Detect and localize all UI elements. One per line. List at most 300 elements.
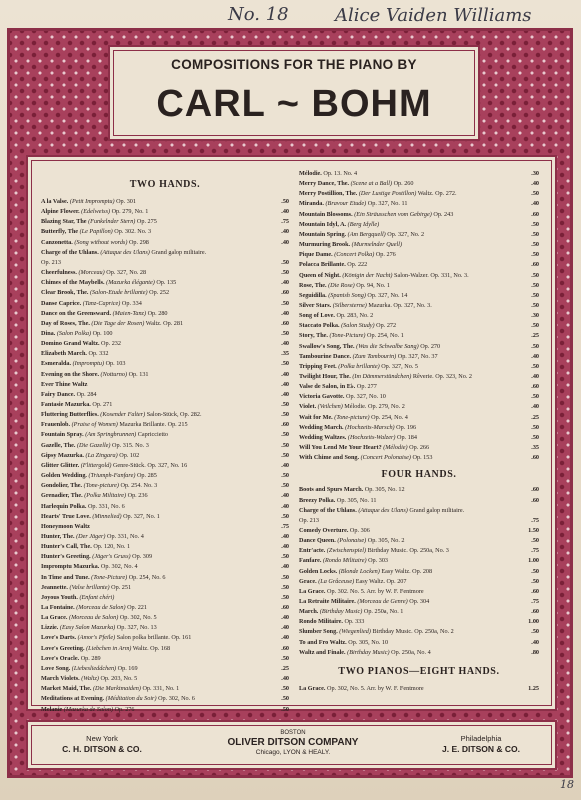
- entry-opus: Op. 284: [76, 390, 97, 398]
- entry-subtitle: (Wiegenlied): [339, 628, 371, 636]
- entry-opus: Op. 327, No. 1: [123, 512, 160, 520]
- entry-subtitle: (Veilchen): [317, 403, 343, 411]
- entry-price: .50: [281, 705, 289, 713]
- entry-opus: Op. 327, No. 10: [346, 393, 386, 401]
- entry-price: .50: [531, 322, 539, 330]
- entry-opus: Op. 203, No. 5: [100, 675, 138, 683]
- catalogue-entry: [299, 546, 539, 556]
- entry-opus: Capriccietto: [137, 431, 169, 439]
- entry-title: La Fontaine.: [41, 604, 75, 611]
- entry-price: .50: [531, 271, 539, 279]
- entry-subtitle: (Am Springbrunnen): [85, 431, 137, 439]
- entry-title: Butterfly, The: [41, 228, 79, 236]
- entry-opus: Op. 94, No. 1: [356, 281, 390, 289]
- entry-title: March.: [299, 608, 319, 616]
- entry-subtitle: (Birthday Music): [347, 648, 390, 656]
- catalogue-entry: [299, 392, 539, 402]
- catalogue-entry: [41, 400, 289, 410]
- entry-title: With Chime and Song.: [299, 454, 360, 462]
- publisher-left-name: C. H. DITSON & CO.: [62, 744, 142, 754]
- entry-price: .40: [531, 403, 539, 411]
- entry-title: Joyous Youth.: [41, 593, 78, 601]
- entry-price: .40: [281, 380, 289, 388]
- publisher-main: [188, 728, 398, 758]
- entry-subtitle: (Liebchen in Arm): [86, 644, 132, 652]
- entry-title: Golden Locks.: [299, 567, 338, 575]
- entry-subtitle: (Tone-picture): [83, 482, 119, 490]
- entry-opus: Waltz. Op. 168: [132, 644, 171, 652]
- catalogue-entry: [41, 613, 289, 623]
- catalogue-entry: [299, 587, 539, 597]
- catalogue-entry: [41, 623, 289, 633]
- catalogue-entry: [41, 380, 289, 390]
- catalogue-entry: [299, 372, 539, 382]
- entry-price: .50: [281, 654, 289, 662]
- entry-opus: Op. 302, No. 5. Arr. by W. F. Fentmore: [327, 684, 424, 692]
- catalogue-entry: [299, 453, 539, 463]
- entry-title: Love's Oracle.: [41, 654, 80, 662]
- entry-price: .50: [531, 567, 539, 575]
- catalogue-entry: [299, 485, 539, 495]
- entry-title: Story, The.: [299, 332, 328, 340]
- catalogue-entry: [41, 593, 289, 603]
- catalogue-entry: [299, 342, 539, 352]
- entry-opus: Op. 222: [347, 261, 368, 269]
- catalogue-entry: [299, 648, 539, 658]
- entry-opus: Op. 289: [80, 654, 101, 662]
- entry-title: Dance on the Greensward.: [41, 309, 112, 317]
- catalogue-entry: [41, 684, 289, 694]
- entry-price: .50: [531, 342, 539, 350]
- entry-subtitle: (Die Marktmaiden): [92, 685, 141, 693]
- catalogue-entry: [41, 694, 289, 704]
- entry-opus: Op. 260: [393, 180, 414, 188]
- entry-subtitle: (Flittergold): [80, 461, 112, 469]
- entry-opus: Op. 305, No. 11: [336, 496, 377, 504]
- catalogue-entry: [299, 443, 539, 453]
- catalogue-entry: [299, 607, 539, 617]
- catalogue-entry: [299, 230, 539, 240]
- entry-price: .40: [281, 614, 289, 622]
- entry-title: Evening on the Shore.: [41, 370, 99, 378]
- entry-price: .30: [531, 312, 539, 320]
- catalogue-entry: [299, 281, 539, 291]
- publisher-right-name: J. E. DITSON & CO.: [442, 744, 520, 754]
- entry-opus: Grand galop militaire.: [409, 506, 465, 514]
- catalogue-entry: [41, 329, 289, 339]
- entry-opus: Op. 135: [156, 279, 177, 287]
- entry-subtitle: (Bravour Etude): [325, 200, 367, 208]
- catalogue-entry: [299, 220, 539, 230]
- entry-title: Frauenlob.: [41, 421, 71, 429]
- entry-price: .40: [281, 340, 289, 348]
- entry-subtitle: (Morceau de Salon): [69, 614, 119, 622]
- entry-subtitle: (Waltz): [81, 675, 99, 683]
- entry-price: .60: [531, 496, 539, 504]
- entry-price: .40: [281, 624, 289, 632]
- eight-hands-heading: TWO PIANOS—EIGHT HANDS.: [338, 665, 500, 677]
- entry-title: Mountain Spring.: [299, 230, 347, 238]
- four-hands-heading: FOUR HANDS.: [381, 469, 457, 481]
- entry-price: .50: [531, 537, 539, 545]
- catalogue-entry: [299, 413, 539, 423]
- entry-opus: Op. 213: [299, 516, 319, 524]
- entry-subtitle: (Attaque des Ulans): [100, 248, 150, 256]
- catalogue-entry: [41, 451, 289, 461]
- entry-title: Gazelle, The.: [41, 441, 76, 449]
- entry-subtitle: (Zum Tambourin): [352, 352, 397, 360]
- catalogue-entry: [299, 311, 539, 321]
- entry-opus: Mazurka Brillante. Op. 215: [119, 421, 188, 429]
- catalogue-entry: [299, 556, 539, 566]
- entry-price: .40: [281, 492, 289, 500]
- publisher-chicago: Chicago, LYON & HEALY.: [255, 749, 331, 756]
- entry-subtitle: (Le Papillon): [79, 228, 113, 236]
- catalogue-entry: [41, 603, 289, 613]
- entry-title: Pique Dame.: [299, 251, 333, 259]
- entry-title: Breezy Polka.: [299, 496, 336, 504]
- entry-title: La Grace.: [299, 587, 326, 595]
- entry-opus: Op. 305, No. 2: [367, 537, 405, 545]
- entry-title: Charge of the Uhlans.: [41, 248, 99, 256]
- entry-price: .40: [531, 180, 539, 188]
- title-panel: [108, 45, 480, 141]
- catalogue-entry: [299, 382, 539, 392]
- catalogue-entry: [41, 370, 289, 380]
- entry-subtitle: (Die Tage der Rosen): [91, 319, 145, 327]
- entry-title: March Violets.: [41, 675, 80, 683]
- catalogue-entry: [299, 506, 539, 516]
- entry-opus: Genre-Stück. Op. 327, No. 16: [112, 461, 188, 469]
- catalogue-entry: [299, 617, 539, 627]
- entry-opus: Op. 304: [409, 598, 430, 605]
- publisher-left: [42, 734, 162, 755]
- entry-price: .50: [281, 482, 289, 490]
- entry-subtitle: (Méditation du Soir): [105, 695, 157, 703]
- entry-price: .50: [281, 258, 289, 266]
- entry-price: .40: [281, 675, 289, 683]
- entry-title: Merry Dance, The.: [299, 180, 350, 188]
- entry-price: .40: [531, 352, 539, 360]
- entry-price: .75: [281, 218, 289, 226]
- entry-opus: Op. 331, No. 6: [87, 502, 125, 510]
- entry-price: .35: [531, 444, 539, 452]
- entry-opus: Easy Waltz. Op. 207: [355, 577, 407, 585]
- entry-opus: Op. 327, No. 5: [381, 362, 418, 370]
- catalogue-entry: [41, 583, 289, 593]
- entry-price: .50: [531, 393, 539, 401]
- entry-opus: Op. 315. No. 3: [112, 441, 149, 449]
- entry-opus: Op. 305, No. 12: [364, 486, 405, 494]
- handwritten-number: No. 18: [228, 4, 289, 25]
- entry-subtitle: (Salon-Etude brillante): [90, 289, 148, 297]
- entry-price: .60: [281, 319, 289, 327]
- entry-price: .25: [281, 664, 289, 672]
- publisher-boston: BOSTON: [280, 730, 306, 736]
- entry-price: .50: [281, 441, 289, 449]
- catalogue-entry: [41, 654, 289, 664]
- entry-title: Domino Grand Waltz.: [41, 340, 100, 348]
- entry-title: Market Maid, The.: [41, 685, 92, 693]
- catalogue-entry: [299, 331, 539, 341]
- entry-price: 1.25: [528, 684, 539, 692]
- entry-opus: Op. 276: [375, 251, 396, 259]
- entry-opus: Op. 254, No. 4: [371, 413, 408, 421]
- entry-price: 1.00: [528, 557, 539, 565]
- entry-subtitle: (Der Jäger): [76, 532, 106, 540]
- entry-title: La Grace.: [299, 684, 326, 692]
- catalogue-entry: [299, 684, 539, 694]
- entry-subtitle: (Edelweiss): [81, 208, 111, 216]
- entry-title: Esmeralda.: [41, 360, 72, 368]
- entry-title: Hunter's Call, The.: [41, 543, 92, 551]
- entry-price: .40: [281, 238, 289, 246]
- catalogue-entry: [299, 301, 539, 311]
- catalogue-entry: [41, 542, 289, 552]
- entry-opus: Waltz. Op. 272.: [417, 190, 457, 198]
- entry-subtitle: (Liebeslieddchen): [71, 664, 117, 672]
- entry-opus: Op. 279, No. 1: [111, 208, 149, 216]
- entry-price: .50: [281, 512, 289, 520]
- catalogue-entry: [299, 179, 539, 189]
- entry-subtitle: (Morceau de Salon): [76, 604, 126, 611]
- entry-opus: Op. 327, No. 28: [106, 269, 147, 277]
- entry-price: .80: [531, 648, 539, 656]
- catalogue-entry: [41, 217, 289, 227]
- entry-opus: Op. 327, No. 2: [387, 230, 425, 238]
- entry-subtitle: (Im Dämmerstündchen): [352, 373, 412, 380]
- catalogue-entry: [41, 339, 289, 349]
- entry-title: Gondolier, The.: [41, 482, 83, 490]
- catalogue-entry: [41, 573, 289, 583]
- entry-opus: Waltz. Op. 281: [145, 319, 184, 327]
- entry-opus: Easy Waltz. Op. 208: [381, 567, 433, 575]
- entry-price: .50: [281, 329, 289, 337]
- entry-opus: Op. 298: [128, 238, 149, 246]
- entry-opus: Op. 103: [105, 360, 126, 368]
- entry-title: Boots and Spurs March.: [299, 486, 364, 494]
- entry-opus: Op. 266: [409, 444, 430, 452]
- entry-title: Mountain Idyl, A.: [299, 220, 347, 228]
- entry-title: Rondo Militaire.: [299, 618, 343, 626]
- entry-price: .50: [281, 695, 289, 703]
- catalogue-entry: [299, 516, 539, 526]
- entry-title: La Grace.: [41, 614, 68, 622]
- entry-title: Rose, The.: [299, 281, 327, 289]
- entry-title: Honeymoon Waltz: [41, 522, 90, 530]
- entry-price: .50: [531, 362, 539, 370]
- entry-subtitle: (Was die Schwalbe Sang): [356, 342, 419, 350]
- entry-price: .40: [281, 370, 289, 378]
- entry-price: .50: [281, 451, 289, 459]
- entry-price: .50: [281, 269, 289, 277]
- catalogue-entry: [41, 258, 289, 268]
- entry-subtitle: (Murmelnder Quell): [351, 241, 403, 249]
- entry-title: Day of Roses, The.: [41, 319, 90, 327]
- entry-opus: Op. 302, No. 6: [158, 695, 195, 703]
- entry-title: Alpine Flower.: [41, 208, 80, 216]
- entry-title: Dina.: [41, 329, 56, 337]
- entry-price: .50: [531, 220, 539, 228]
- entry-opus: Op. 270: [420, 342, 441, 350]
- catalogue-entry: [41, 309, 289, 319]
- catalogue-entry: [41, 278, 289, 288]
- entry-title: Impromptu Mazurka.: [41, 563, 100, 571]
- catalogue-entry: [299, 577, 539, 587]
- entry-subtitle: (Enfant chéri): [79, 593, 115, 601]
- catalogue-entry: [41, 349, 289, 359]
- entry-subtitle: (Petit Impromptu): [69, 198, 115, 205]
- entry-subtitle: (Concert Polonaise): [360, 454, 411, 462]
- entry-subtitle: (Rondo Militaire): [322, 557, 367, 565]
- entry-title: A la Valse.: [41, 198, 69, 205]
- entry-opus: Birthday Music. Op. 250a, No. 2: [372, 628, 454, 636]
- entry-subtitle: (Jäger's Gruss): [92, 553, 131, 561]
- entry-subtitle: (Birthday Music): [319, 608, 363, 616]
- entry-price: .75: [531, 516, 539, 524]
- entry-title: Wedding Waltzes.: [299, 433, 347, 441]
- catalogue-entry: [299, 199, 539, 209]
- entry-title: Fanfare.: [299, 557, 322, 565]
- entry-opus: Op. 13. No. 4: [323, 170, 358, 177]
- catalogue-entry: [299, 526, 539, 536]
- entry-title: Gipsy Mazurka.: [41, 451, 84, 459]
- entry-price: .50: [281, 593, 289, 601]
- entry-subtitle: (Mazurka de Salon): [63, 705, 114, 713]
- entry-title: Hunter, The.: [41, 532, 75, 540]
- entry-opus: Mélodie. Op. 279, No. 2: [344, 403, 405, 411]
- entry-price: .60: [281, 289, 289, 297]
- entry-price: .75: [531, 547, 539, 555]
- entry-title: Cheerfulness.: [41, 269, 77, 277]
- entry-subtitle: (Salon Polka): [56, 329, 92, 337]
- entry-price: .50: [281, 401, 289, 408]
- entry-opus: Op. 254. No. 3: [120, 482, 158, 490]
- catalogue-entry: [41, 633, 289, 643]
- entry-opus: Op. 334: [121, 299, 142, 307]
- entry-opus: Op. 169: [117, 664, 138, 672]
- entry-subtitle: (Maien-Tanz): [112, 309, 147, 317]
- entry-price: .40: [281, 228, 289, 236]
- catalogue-entry: [299, 433, 539, 443]
- entry-price: .60: [531, 587, 539, 595]
- publisher-right-city: Philadelphia: [460, 734, 502, 743]
- entry-price: .25: [531, 413, 539, 421]
- entry-opus: Salon-Walzer. Op. 331, No. 3.: [394, 271, 469, 279]
- entry-price: .50: [531, 577, 539, 585]
- entry-price: .40: [531, 638, 539, 646]
- entry-price: .60: [281, 644, 289, 652]
- entry-price: 1.50: [528, 526, 539, 534]
- entry-price: .50: [531, 628, 539, 636]
- entry-subtitle: (Polka Militaire): [84, 492, 127, 500]
- entry-opus: Rêverie. Op. 323, No. 2: [412, 373, 472, 380]
- entry-subtitle: (La Grâceuse): [318, 577, 355, 585]
- catalogue-entry: [299, 189, 539, 199]
- catalogue-entry: [41, 420, 289, 430]
- entry-price: .60: [531, 454, 539, 462]
- entry-title: Harlequin Polka.: [41, 502, 87, 510]
- entry-title: Tambourine Dance.: [299, 352, 352, 360]
- catalogue-entry: [299, 496, 539, 506]
- entry-opus: Op. 250a, No. 4: [391, 648, 431, 656]
- entry-title: Jeannette.: [41, 583, 68, 591]
- entry-title: Miranda.: [299, 200, 324, 208]
- catalogue-entry: [41, 491, 289, 501]
- entry-price: .50: [531, 281, 539, 289]
- entry-opus: Op. 301: [116, 198, 136, 205]
- entry-title: Fantasie Mazurka.: [41, 401, 91, 408]
- catalogue-entry: [299, 169, 539, 179]
- entry-title: Murmuring Brook.: [299, 241, 351, 249]
- publisher-main-name: OLIVER DITSON COMPANY: [227, 737, 359, 748]
- entry-price: .25: [531, 332, 539, 340]
- entry-subtitle: (Kosender Falter): [100, 411, 146, 419]
- entry-title: Love's Greeting.: [41, 644, 85, 652]
- entry-subtitle: (Der Lustige Postillon): [358, 190, 417, 198]
- entry-price: .50: [281, 411, 289, 419]
- catalogue-entry: [41, 227, 289, 237]
- entry-opus: Op. 254, No. 1: [367, 332, 404, 340]
- entry-title: Danse Caprice.: [41, 299, 82, 307]
- entry-price: .50: [531, 230, 539, 238]
- entry-opus: Op. 327, No. 14: [367, 291, 408, 299]
- entry-title: Grenadier, The.: [41, 492, 83, 500]
- entry-title: Twilight Hour, The.: [299, 373, 351, 380]
- catalogue-entry: [299, 240, 539, 250]
- catalogue-entry: [299, 260, 539, 270]
- publisher-right: [421, 734, 541, 755]
- entry-opus: Op. 305, No. 10: [348, 638, 389, 646]
- entry-title: Hearts' True Love.: [41, 512, 91, 520]
- entry-title: Valse de Salon, in E♭.: [299, 383, 356, 391]
- publisher-left-city: New York: [86, 734, 118, 743]
- entry-title: Fluttering Butterflies.: [41, 411, 99, 419]
- entry-title: La Retraite Militaire.: [299, 598, 356, 605]
- catalogue-entry: [41, 502, 289, 512]
- catalogue-entry: [299, 291, 539, 301]
- entry-opus: Op. 272: [376, 322, 397, 330]
- entry-title: Tripping Feet.: [299, 362, 337, 370]
- entry-opus: Op. 232: [101, 340, 121, 348]
- entry-price: .50: [531, 291, 539, 299]
- entry-opus: Op. 285: [136, 472, 157, 480]
- entry-price: .40: [531, 373, 539, 380]
- entry-subtitle: (Notturno): [100, 370, 128, 378]
- entry-title: Chimes of the Maybells.: [41, 279, 105, 287]
- entry-price: .40: [281, 634, 289, 642]
- entry-title: In Time and Tune.: [41, 573, 90, 581]
- entry-opus: Op. 303: [368, 557, 389, 565]
- catalogue-entry: [41, 288, 289, 298]
- entry-title: Comedy Overture.: [299, 526, 349, 534]
- entry-price: .50: [531, 301, 539, 309]
- catalogue-entry: [41, 410, 289, 420]
- catalogue-entry: [299, 536, 539, 546]
- handwritten-corner-number: 18: [560, 778, 574, 791]
- entry-opus: Op. 331, No. 1: [142, 685, 180, 693]
- catalogue-entry: [299, 638, 539, 648]
- entry-subtitle: (Amor's Pfeile): [77, 634, 116, 642]
- entry-price: .40: [281, 543, 289, 551]
- entry-price: .40: [281, 208, 289, 216]
- entry-title: Seguidilla.: [299, 291, 327, 299]
- entry-subtitle: (Zwischenspiel): [326, 547, 367, 555]
- entry-price: .40: [281, 461, 289, 469]
- entry-title: Charge of the Uhlans.: [299, 506, 357, 514]
- entry-title: Swallow's Song, The.: [299, 342, 355, 350]
- catalogue-entry: [41, 248, 289, 258]
